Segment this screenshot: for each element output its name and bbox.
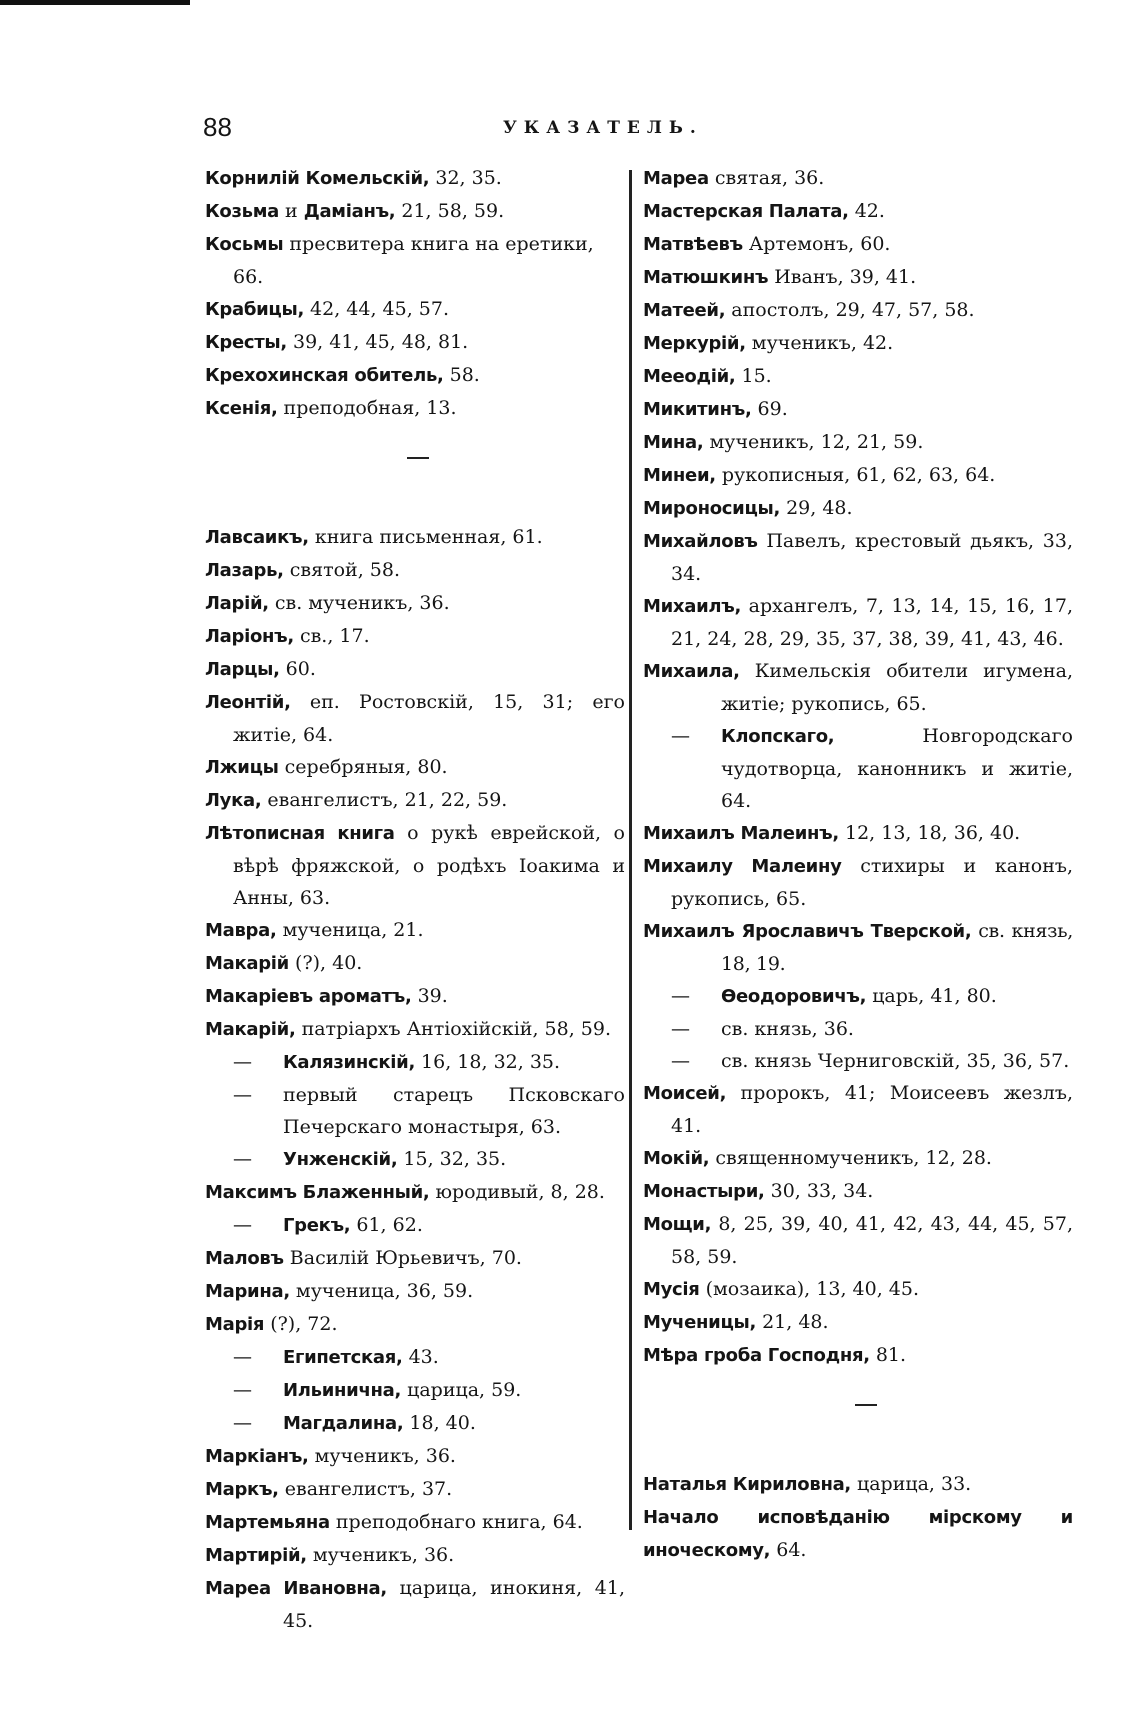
entry-headword: Мусія	[643, 1279, 700, 1300]
entry-text: мученица, 36, 59.	[289, 1280, 474, 1302]
index-subentry	[643, 1013, 1073, 1045]
entry-text: серебряныя, 80.	[278, 756, 448, 778]
entry-text: 21, 48.	[756, 1311, 829, 1333]
entry-text: еп. Ростовскій, 15, 31; его житіе, 64.	[233, 691, 625, 746]
entry-text: 81.	[869, 1344, 907, 1366]
entry-headword: Матвѣевъ	[643, 234, 743, 255]
top-rule	[0, 0, 190, 5]
entry-headword: Михаилъ,	[643, 596, 742, 617]
index-entry	[643, 850, 1073, 915]
entry-text: мученикъ, 12, 21, 59.	[703, 431, 924, 453]
entry-headword: Мареа	[643, 168, 709, 189]
index-entry	[205, 162, 625, 195]
index-entry	[643, 655, 1073, 720]
index-subentry	[643, 720, 1073, 817]
entry-dash: —	[233, 1214, 252, 1236]
index-entry	[205, 1440, 625, 1473]
entry-headword: Матюшкинъ	[643, 267, 769, 288]
entry-text: пророкъ, 41; Моисеевъ жезлъ, 41.	[671, 1082, 1073, 1137]
entry-headword: Минеи,	[643, 465, 716, 486]
index-entry	[205, 1473, 625, 1506]
entry-text: 32, 35.	[429, 167, 502, 189]
entry-conjunction: и	[278, 200, 304, 222]
entry-text: (мозаика), 13, 40, 45.	[699, 1278, 919, 1300]
index-entry	[643, 1339, 1073, 1372]
index-entry	[205, 521, 625, 554]
entry-headword: Меркурій,	[643, 333, 746, 354]
entry-text: царица, инокиня, 41, 45.	[283, 1577, 625, 1632]
index-entry	[205, 1275, 625, 1308]
index-entry	[205, 1539, 625, 1572]
page-header	[203, 112, 753, 152]
index-entry	[205, 326, 625, 359]
index-entry	[643, 228, 1073, 261]
index-entry	[205, 817, 625, 914]
entry-text: стихиры и канонъ, рукопись, 65.	[671, 855, 1074, 910]
entry-text: мученица, 21.	[276, 919, 424, 941]
index-subentry	[643, 980, 1073, 1013]
entry-headword: Мощи,	[643, 1214, 712, 1235]
entry-headword: Михайловъ	[643, 531, 758, 552]
entry-text: Новгородскаго чудотворца, канонникъ и житіе, 64.	[721, 725, 1073, 812]
entry-text: св., 17.	[293, 625, 370, 647]
entry-text: 30, 33, 34.	[764, 1180, 874, 1202]
entry-text: 15, 32, 35.	[397, 1148, 507, 1170]
entry-text: преподобная, 13.	[277, 397, 457, 419]
index-entry	[205, 293, 625, 326]
index-entry	[205, 653, 625, 686]
index-entry	[643, 590, 1073, 655]
entry-headword: Наталья Кириловна,	[643, 1474, 851, 1495]
entry-headword: Матеей,	[643, 300, 726, 321]
index-entry	[205, 359, 625, 392]
entry-headword: Египетская,	[283, 1347, 403, 1368]
entry-text: 69.	[751, 398, 788, 420]
entry-headword: Марія	[205, 1314, 265, 1335]
entry-text: 39.	[411, 985, 448, 1007]
index-subentry	[205, 1209, 625, 1242]
entry-text: 58.	[443, 364, 480, 386]
entry-dash: —	[233, 1412, 252, 1434]
index-subentry	[205, 1374, 625, 1407]
entry-text: мученикъ, 42.	[745, 332, 894, 354]
entry-headword: Лжицы	[205, 757, 279, 778]
index-entry	[643, 817, 1073, 850]
entry-text: 43.	[402, 1346, 439, 1368]
entry-text: евангелистъ, 37.	[278, 1478, 453, 1500]
entry-dash: —	[233, 1051, 252, 1073]
index-entry	[643, 1077, 1073, 1142]
entry-headword: Микитинъ,	[643, 399, 752, 420]
entry-headword: Лука,	[205, 790, 262, 811]
entry-headword: Марина,	[205, 1281, 290, 1302]
entry-text: 18, 40.	[403, 1412, 476, 1434]
entry-headword: Михаилу Малеину	[643, 856, 842, 877]
running-head: УКАЗАТЕЛЬ.	[503, 118, 703, 138]
entry-text: мученикъ, 36.	[308, 1445, 456, 1467]
index-entry	[643, 1142, 1073, 1175]
entry-dash: —	[233, 1084, 252, 1106]
entry-text: Кимельскія обители игумена, житіе; рукопись, 65.	[721, 660, 1073, 715]
index-entry	[643, 426, 1073, 459]
entry-headword: Мокій,	[643, 1148, 710, 1169]
index-entry	[205, 392, 625, 425]
entry-headword: Косьмы	[205, 234, 284, 255]
entry-headword: Ларцы,	[205, 659, 280, 680]
entry-headword: Ларій,	[205, 593, 269, 614]
entry-headword: Даміанъ,	[303, 201, 396, 222]
index-entry	[643, 261, 1073, 294]
entry-headword: Леонтій,	[205, 692, 291, 713]
entry-headword: Мѣра гроба Господня,	[643, 1345, 870, 1366]
index-entry	[643, 393, 1073, 426]
entry-text: архангелъ, 7, 13, 14, 15, 16, 17, 21, 24, 28, 29, 35, 37, 38, 39, 41, 43, 46.	[671, 595, 1073, 650]
index-entry	[205, 784, 625, 817]
index-entry	[205, 947, 625, 980]
index-entry	[643, 1208, 1073, 1273]
entry-headword: Макарій,	[205, 1019, 296, 1040]
index-entry	[205, 686, 625, 751]
entry-headword: Мученицы,	[643, 1312, 757, 1333]
index-entry	[643, 327, 1073, 360]
index-entry	[643, 459, 1073, 492]
section-separator	[205, 457, 625, 521]
entry-text: патріархъ Антіохійскій, 58, 59.	[295, 1018, 611, 1040]
index-entry	[205, 587, 625, 620]
entry-headword: Крабицы,	[205, 299, 304, 320]
entry-text: св. мученикъ, 36.	[268, 592, 450, 614]
index-entry	[205, 1506, 625, 1539]
entry-text: евангелистъ, 21, 22, 59.	[261, 789, 508, 811]
entry-text: царица, 59.	[401, 1379, 522, 1401]
section-separator	[643, 1404, 1073, 1468]
entry-text: 42, 44, 45, 57.	[303, 298, 450, 320]
entry-headword: Михаилъ Ярославичъ Тверской,	[643, 921, 972, 942]
entry-headword: Мареа Ивановна,	[205, 1578, 387, 1599]
index-entry	[643, 195, 1073, 228]
entry-text: 39, 41, 45, 48, 81.	[286, 331, 469, 353]
entry-headword: Лавсаикъ,	[205, 527, 309, 548]
entry-dash: —	[233, 1346, 252, 1368]
entry-headword: Калязинскій,	[283, 1052, 416, 1073]
entry-text: 8, 25, 39, 40, 41, 42, 43, 44, 45, 57, 58, 59.	[671, 1213, 1073, 1268]
index-column-left	[205, 162, 625, 1637]
entry-text: мученикъ, 36.	[306, 1544, 455, 1566]
page-number: 88	[203, 112, 232, 142]
index-entry	[205, 620, 625, 653]
entry-text: 16, 18, 32, 35.	[415, 1051, 561, 1073]
entry-headword: Кресты,	[205, 332, 287, 353]
entry-headword: Маркъ,	[205, 1479, 279, 1500]
entry-text: преподобнаго книга, 64.	[329, 1511, 583, 1533]
entry-text: 15.	[735, 365, 772, 387]
column-divider	[629, 170, 632, 1530]
entry-text: юродивый, 8, 28.	[429, 1181, 605, 1203]
entry-text: 61, 62.	[350, 1214, 423, 1236]
entry-text: святой, 58.	[283, 559, 400, 581]
entry-text: первый старецъ Псковскаго Печерскаго монастыря, 63.	[283, 1084, 625, 1138]
entry-headword: Начало исповѣданію мірскому и иноческому,	[643, 1507, 1073, 1561]
entry-dash: —	[671, 1018, 690, 1040]
index-entry	[643, 915, 1073, 980]
index-entry	[643, 360, 1073, 393]
index-column-right	[643, 162, 1073, 1567]
entry-dash: —	[233, 1379, 252, 1401]
entry-headword: Клопскаго,	[721, 726, 835, 747]
index-entry	[643, 1468, 1073, 1501]
index-entry	[643, 1273, 1073, 1306]
entry-headword: Михаилъ Малеинъ,	[643, 823, 839, 844]
entry-text: 42.	[848, 200, 885, 222]
index-entry	[643, 525, 1073, 590]
index-subentry	[205, 1079, 625, 1143]
index-entry	[205, 1013, 625, 1046]
entry-headword: Максимъ Блаженный,	[205, 1182, 430, 1203]
entry-headword: Лѣтописная книга	[205, 823, 395, 844]
entry-dash: —	[671, 1050, 690, 1072]
index-entry	[643, 492, 1073, 525]
entry-headword: Мина,	[643, 432, 704, 453]
entry-headword: Грекъ,	[283, 1215, 351, 1236]
index-entry	[205, 914, 625, 947]
index-entry	[205, 1572, 625, 1637]
index-entry	[205, 1308, 625, 1341]
entry-text: св. князь, 36.	[721, 1018, 854, 1040]
entry-headword: Маловъ	[205, 1248, 284, 1269]
entry-text: Артемонъ, 60.	[742, 233, 891, 255]
index-subentry	[205, 1046, 625, 1079]
entry-headword: Крехохинская обитель,	[205, 365, 444, 386]
entry-headword: Макаріевъ ароматъ,	[205, 986, 412, 1007]
entry-headword: Ильинична,	[283, 1380, 402, 1401]
index-entry	[205, 1176, 625, 1209]
entry-text: Иванъ, 39, 41.	[768, 266, 917, 288]
index-entry	[643, 294, 1073, 327]
index-entry	[205, 195, 625, 228]
entry-text: царь, 41, 80.	[866, 985, 997, 1007]
entry-headword: Мироносицы,	[643, 498, 781, 519]
entry-text: 64.	[770, 1539, 807, 1561]
entry-headword: Мавра,	[205, 920, 277, 941]
index-entry	[643, 1306, 1073, 1339]
index-subentry	[205, 1407, 625, 1440]
entry-text: книга письменная, 61.	[308, 526, 543, 548]
entry-headword: Өеодоровичъ,	[721, 986, 867, 1007]
entry-text: апостолъ, 29, 47, 57, 58.	[725, 299, 975, 321]
entry-dash: —	[671, 725, 690, 747]
entry-headword: Корнилій Комельскій,	[205, 168, 430, 189]
entry-text: (?), 40.	[289, 952, 363, 974]
index-subentry	[643, 1045, 1073, 1077]
index-subentry	[205, 1143, 625, 1176]
entry-text: рукописныя, 61, 62, 63, 64.	[715, 464, 996, 486]
entry-text: 29, 48.	[780, 497, 853, 519]
entry-headword: Мастерская Палата,	[643, 201, 849, 222]
entry-text: царица, 33.	[850, 1473, 972, 1495]
index-entry	[205, 228, 625, 293]
entry-text: св. князь Черниговскій, 35, 36, 57.	[721, 1050, 1070, 1072]
entry-text: пресвитера книга на еретики, 66.	[233, 233, 594, 288]
entry-text: Василій Юрьевичъ, 70.	[283, 1247, 522, 1269]
entry-headword: Маркіанъ,	[205, 1446, 309, 1467]
entry-headword: Козьма	[205, 201, 279, 222]
entry-headword: Ксенія,	[205, 398, 278, 419]
entry-text: (?), 72.	[264, 1313, 338, 1335]
index-entry	[205, 1242, 625, 1275]
entry-headword: Монастыри,	[643, 1181, 765, 1202]
entry-dash: —	[671, 985, 690, 1007]
index-entry	[205, 751, 625, 784]
entry-text: святая, 36.	[708, 167, 825, 189]
index-entry	[205, 980, 625, 1013]
index-entry	[643, 162, 1073, 195]
entry-text: священномученикъ, 12, 28.	[709, 1147, 992, 1169]
index-entry	[643, 1501, 1073, 1567]
entry-text: Павелъ, крестовый дьякъ, 33, 34.	[671, 530, 1073, 585]
entry-dash: —	[233, 1148, 252, 1170]
entry-headword: Макарій	[205, 953, 289, 974]
entry-text: 12, 13, 18, 36, 40.	[838, 822, 1021, 844]
entry-headword: Лазарь,	[205, 560, 284, 581]
entry-headword: Мееодій,	[643, 366, 736, 387]
index-entry	[205, 554, 625, 587]
entry-headword: Магдалина,	[283, 1413, 404, 1434]
entry-headword: Моисей,	[643, 1083, 727, 1104]
entry-text: о рукѣ еврейской, о вѣрѣ фряжской, о родѣхъ Іоакима и Анны, 63.	[233, 822, 625, 909]
index-subentry	[205, 1341, 625, 1374]
entry-headword: Михаила,	[643, 661, 740, 682]
entry-headword: Мартемьяна	[205, 1512, 330, 1533]
entry-text: 21, 58, 59.	[395, 200, 505, 222]
entry-headword: Унженскій,	[283, 1149, 398, 1170]
entry-headword: Ларіонъ,	[205, 626, 294, 647]
entry-text: св. князь, 18, 19.	[721, 920, 1073, 975]
entry-headword: Мартирій,	[205, 1545, 307, 1566]
entry-text: 60.	[279, 658, 316, 680]
index-entry	[643, 1175, 1073, 1208]
